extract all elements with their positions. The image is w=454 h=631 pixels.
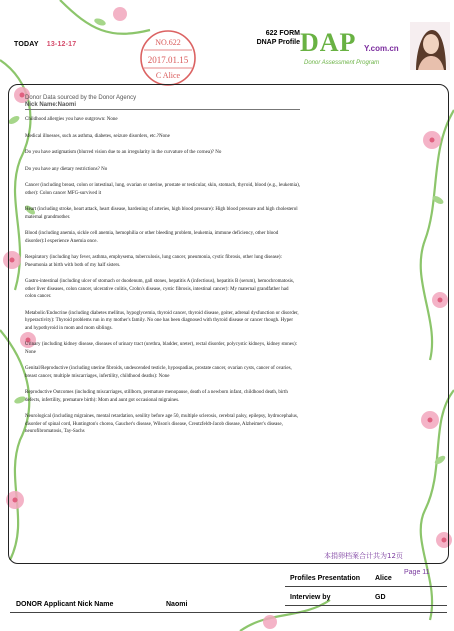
footer-divider [10, 612, 447, 613]
donor-data-section [25, 95, 300, 436]
nickname-heading: Nick Name:Naomi [25, 102, 300, 110]
paragraph-childhood-allergies: Childhood allergies you have outgrown: None [25, 117, 118, 122]
stamp-line2: 2017.01.15 [147, 55, 189, 65]
paragraph-genital: Genital/Reproductive (including uterine fibroids, undescended testicle, hypospadias, prostate cancer, ovarian cysts, cancer of ovaries, breast cancer, multiple miscarriages, infertility, childhood deaths): None [25, 366, 292, 379]
interview-value: GD [375, 594, 386, 601]
applicant-value: Naomi [166, 601, 188, 608]
paragraph-cancer: Cancer (including breast, colon or intestinal, lung, ovarian or uterine, prostate or testicular, skin, stomach, thyroid, blood (e.g., leukemia), other): Colon cancer MFG-survived it [25, 183, 301, 196]
logo-subtitle: Donor Assessment Program [304, 60, 380, 66]
presentation-divider [285, 586, 447, 587]
red-seal-stamp [138, 28, 198, 88]
paragraph-blood: Blood (including anemia, sickle cell anemia, hemophilia or other bleeding problem, leukemia, immune deficiency, other blood disorder):I experience Anemia once. [25, 231, 279, 244]
today-line [14, 41, 76, 48]
form-line1: 622 FORM [265, 30, 300, 37]
dap-logo: DAP [300, 28, 357, 57]
paragraph-metabolic: Metabolic/Endocrine (including diabetes mellitus, hypoglycemia, thyroid cancer, thyroid disease, goiter, adrenal dysfunction or disorder, hyperactivity): Thyroid problems run in my mother's family. No one has been diagnosed with thyroid disease or cancer though. Hyper and hypothyroid in mom and mom siblings. [25, 310, 299, 331]
paragraph-reproductive: Reproductive Outcomes (including miscarriages, stillborn, premature menopause, death of a newborn infant, childhood death, birth defects, infertility, premature birth): Mom and aunt got occasional migraines. [25, 390, 288, 403]
today-date: 13-12-17 [46, 41, 77, 48]
form-line2: DNAP Profile [256, 39, 300, 46]
model-avatar [410, 22, 450, 70]
paragraph-heart: Heart (including stroke, heart attack, heart disease, hardening of arteries, high blood pressure): High blood pressure and high cholesterol maternal grandmother. [25, 207, 298, 220]
presentation-label: Profiles Presentation [290, 575, 361, 582]
total-pages-note: 本捐卵档案合计共为12页 [324, 552, 403, 560]
logo-suffix: Y.com.cn [364, 44, 399, 53]
interview-label: Interview by [290, 594, 331, 601]
stamp-line3: C Alice [155, 71, 181, 80]
paragraph-respiratory: Respiratory (including hay fever, asthma, emphysema, tuberculosis, lung cancer, pneumonia, cystic fibrosis, other lung disease): Pneumonia at birth with both of my half sisters. [25, 255, 282, 268]
paragraph-neurological: Neurological (including migraines, mental retardation, senility before age 50, multiple sclerosis, cerebral palsy, epilepsy, hydrocephalus, disorder of spinal cord, Huntington's chorea, Gaucher's disease, Wilson's disease, Creutzfeldt-Jacob disease, Alzheimer's disease, neurofibromatosis, Tay-Sachs [25, 414, 299, 434]
paragraph-gastro-intestinal: Gastro-intestinal (including ulcer of stomach or duodenum, gall stones, hepatitis A (infectious), hepatitis B (serum), hemochromatosis, other liver diseases, colon cancer, ulcerative colitis, Crohn's disease, cystic fibrosis, intestinal cancer): My maternal grandfather had colon cancer. [25, 279, 295, 299]
page-number: Page 11 [404, 569, 430, 576]
stamp-line1: NO.622 [155, 38, 181, 47]
paragraph-urinary: Urinary (including kidney disease, diseases of urinary tract (urethra, bladder, ureter), rectal disorder, polycystic kidneys, kidney stones): None [25, 342, 298, 355]
paragraph-dietary: Do you have any dietary restrictions? No [25, 166, 108, 172]
today-label: TODAY [14, 41, 39, 48]
presentation-value: Alice [375, 575, 392, 582]
agency-heading: Donor Data sourced by the Donor Agency [25, 95, 137, 101]
paragraph-medical-illnesses: Medical illnesses, such as asthma, diabetes, seizure disorders, etc.?None [25, 133, 170, 139]
paragraph-astigmatism: Do you have astigmatism (blurred vision due to an irregularity in the curvature of the cornea)? No [25, 150, 222, 155]
interview-divider [285, 605, 447, 606]
form-title [240, 29, 300, 47]
applicant-label: DONOR Applicant Nick Name [16, 601, 114, 608]
